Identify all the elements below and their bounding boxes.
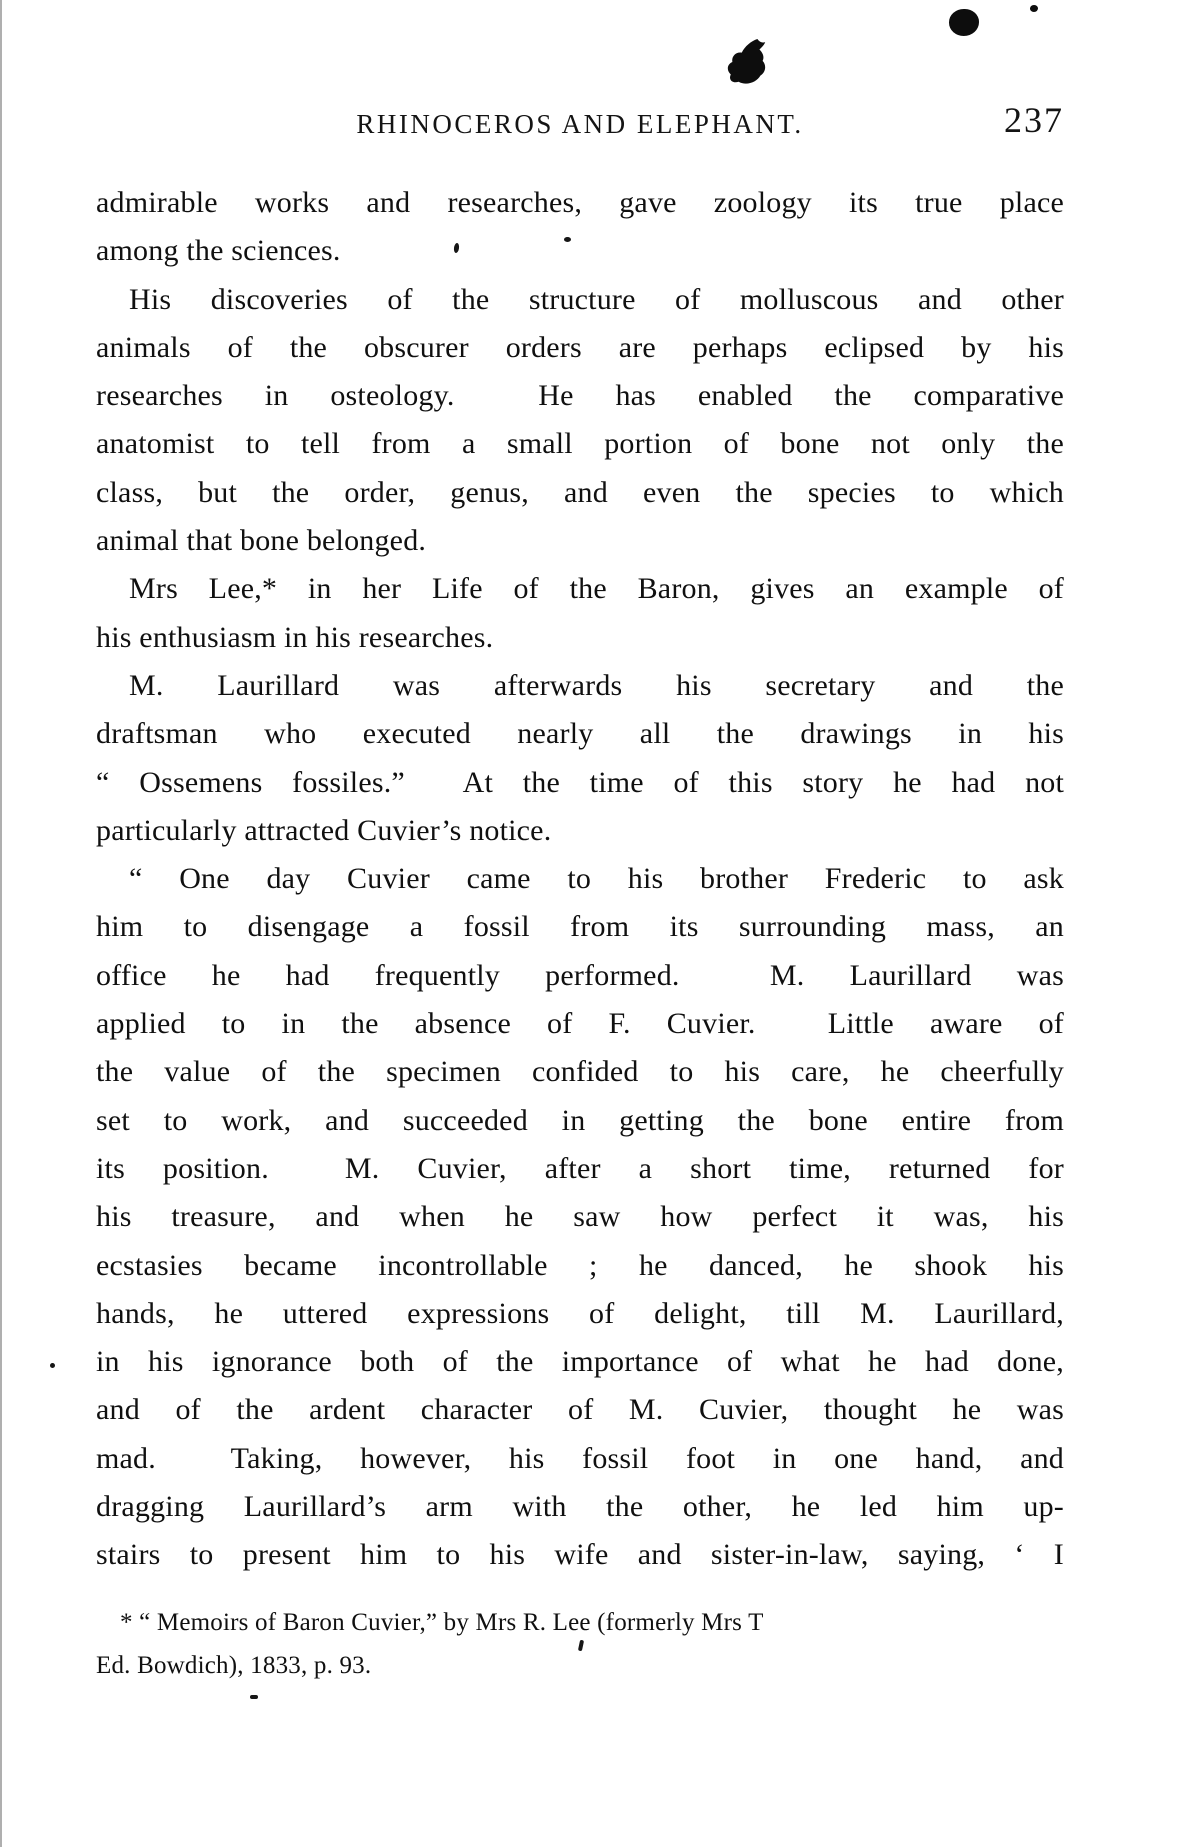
ink-speck — [250, 1695, 258, 1699]
page-body — [96, 179, 1064, 1580]
scan-edge-shadow — [0, 0, 2, 1847]
text-line: “ Ossemens fossiles.” At the time of this story he had not — [96, 765, 1064, 799]
text-line: set to work, and succeeded in getting the bone entire from — [96, 1103, 1064, 1137]
text-line: admirable works and researches, gave zoology its true place — [96, 186, 1064, 219]
ink-blot-round — [949, 9, 979, 36]
header-title: RHINOCEROS AND ELEPHANT. — [356, 109, 804, 139]
text-line: dragging Laurillard’s arm with the other, he led him up- — [96, 1490, 1064, 1524]
text-line: his enthusiasm in his researches. — [96, 620, 494, 654]
text-line: and of the ardent character of M. Cuvier, thought he was — [96, 1393, 1064, 1427]
footnote-line: * “ Memoirs of Baron Cuvier,” by Mrs R. Lee (formerly Mrs T — [120, 1609, 764, 1636]
text-line: him to disengage a fossil from its surrounding mass, an — [96, 910, 1064, 944]
text-line: anatomist to tell from a small portion of bone not only the — [96, 427, 1064, 461]
text-line: His discoveries of the structure of molluscous and other — [129, 282, 1064, 316]
footnote — [96, 1601, 1064, 1687]
text-line: Mrs Lee,* in her Life of the Baron, gives an example of — [129, 572, 1064, 606]
text-line: researches in osteology. He has enabled the comparative — [96, 379, 1064, 413]
text-line: “ One day Cuvier came to his brother Frederic to ask — [129, 862, 1064, 896]
text-line: class, but the order, genus, and even the species to which — [96, 475, 1064, 509]
text-line: office he had frequently performed. M. Laurillard was — [96, 958, 1064, 992]
text-line: animals of the obscurer orders are perhaps eclipsed by his — [96, 330, 1064, 364]
text-line: the value of the specimen confided to his care, he cheerfully — [96, 1055, 1064, 1089]
ink-dot-small — [1030, 5, 1038, 12]
text-line: hands, he uttered expressions of delight, till M. Laurillard, — [96, 1296, 1064, 1330]
text-line: M. Laurillard was afterwards his secretary and the — [129, 668, 1064, 702]
text-line: among the sciences. — [96, 234, 341, 268]
page-number: 237 — [1004, 100, 1064, 140]
text-line: animal that bone belonged. — [96, 524, 427, 558]
text-line: draftsman who executed nearly all the drawings in his — [96, 717, 1064, 751]
ink-speck — [50, 1363, 55, 1368]
text-line: particularly attracted Cuvier’s notice. — [96, 813, 552, 847]
running-header — [96, 100, 1064, 150]
text-line: mad. Taking, however, his fossil foot in one hand, and — [96, 1441, 1064, 1475]
ink-blot-splat — [725, 38, 771, 88]
text-line: applied to in the absence of F. Cuvier. Little aware of — [96, 1007, 1064, 1041]
text-line: ecstasies became incontrollable ; he danced, he shook his — [96, 1248, 1064, 1282]
text-line: its position. M. Cuvier, after a short time, returned for — [96, 1151, 1064, 1185]
text-line: in his ignorance both of the importance of what he had done, — [96, 1345, 1064, 1379]
text-line: his treasure, and when he saw how perfect it was, his — [96, 1200, 1064, 1234]
text-line: stairs to present him to his wife and sister-in-law, saying, ‘ I — [96, 1538, 1064, 1572]
footnote-line: Ed. Bowdich), 1833, p. 93. — [96, 1652, 372, 1679]
